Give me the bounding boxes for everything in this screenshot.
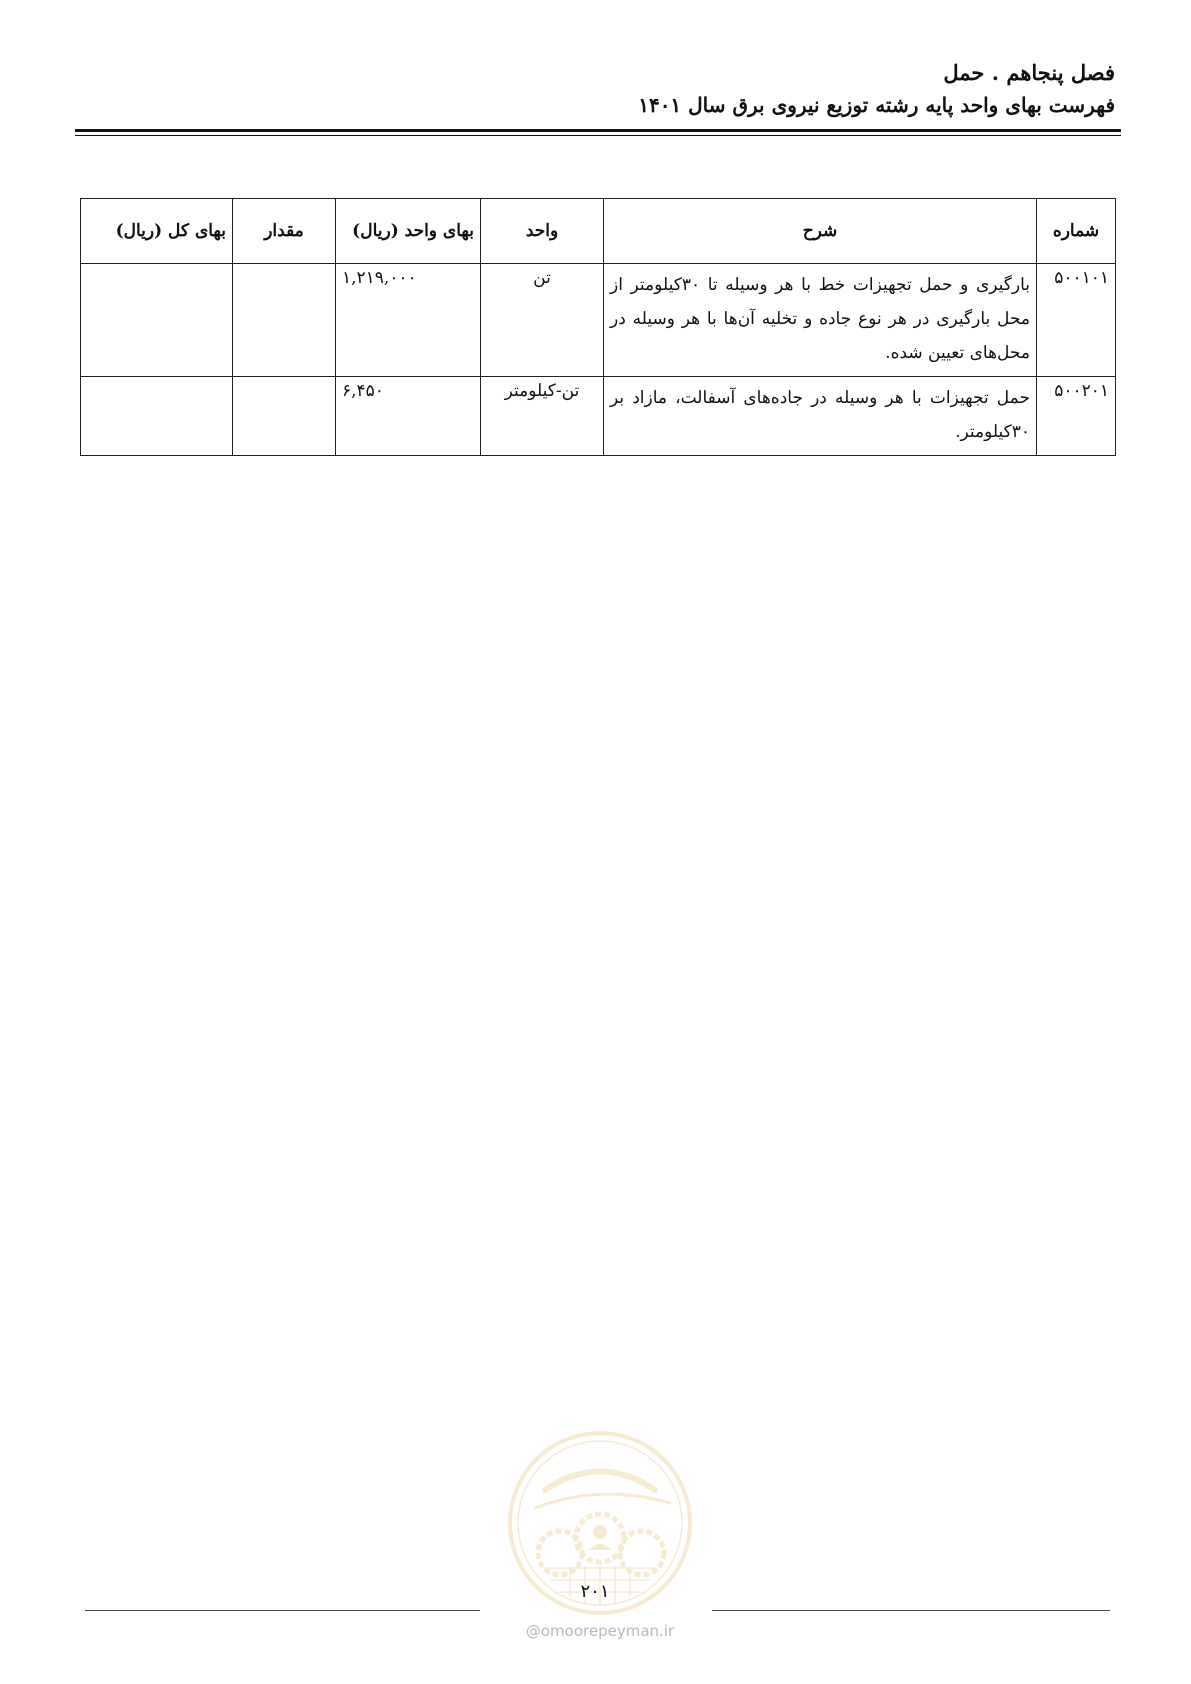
item-description: بارگیری و حمل تجهیزات خط با هر وسیله تا ۳۰کیلومتر از محل بارگیری در هر نوع جاده و تخلیه آن‌ها با هر وسیله در محل‌های تعیین شده.: [604, 264, 1037, 377]
chapter-title: فصل پنجاهم . حمل: [943, 60, 1115, 85]
table-header-row: [81, 199, 1116, 264]
page-number: ۲۰۱: [580, 1581, 610, 1602]
watermark-url: @omoorepeyman.ir: [525, 1622, 675, 1640]
document-subtitle: فهرست بهای واحد پایه رشته توزیع نیروی برق سال ۱۴۰۱: [638, 93, 1115, 117]
item-total-price: [81, 264, 233, 377]
item-unit-price: ۱,۲۱۹,۰۰۰: [336, 264, 481, 377]
item-quantity: [233, 264, 336, 377]
column-header-unit-price: بهای واحد (ریال): [336, 199, 481, 264]
price-list-table: [80, 198, 1116, 456]
item-quantity: [233, 377, 336, 456]
item-number: ۵۰۰۲۰۱: [1037, 377, 1116, 456]
table-row: [81, 377, 1116, 456]
item-unit: تن-کیلومتر: [481, 377, 604, 456]
item-unit-price: ۶,۴۵۰: [336, 377, 481, 456]
item-number: ۵۰۰۱۰۱: [1037, 264, 1116, 377]
column-header-quantity: مقدار: [233, 199, 336, 264]
column-header-description: شرح: [604, 199, 1037, 264]
page-header: [75, 58, 1115, 120]
footer-rule-left: [85, 1610, 480, 1611]
column-header-unit: واحد: [481, 199, 604, 264]
header-rule-thin: [75, 135, 1121, 136]
header-rule-thick: [75, 129, 1121, 132]
table-row: [81, 264, 1116, 377]
footer-rule-right: [712, 1610, 1110, 1611]
item-unit: تن: [481, 264, 604, 377]
column-header-number: شماره: [1037, 199, 1116, 264]
column-header-total-price: بهای کل (ریال): [81, 199, 233, 264]
item-total-price: [81, 377, 233, 456]
item-description: حمل تجهیزات با هر وسیله در جاده‌های آسفالت، مازاد بر ۳۰کیلومتر.: [604, 377, 1037, 456]
